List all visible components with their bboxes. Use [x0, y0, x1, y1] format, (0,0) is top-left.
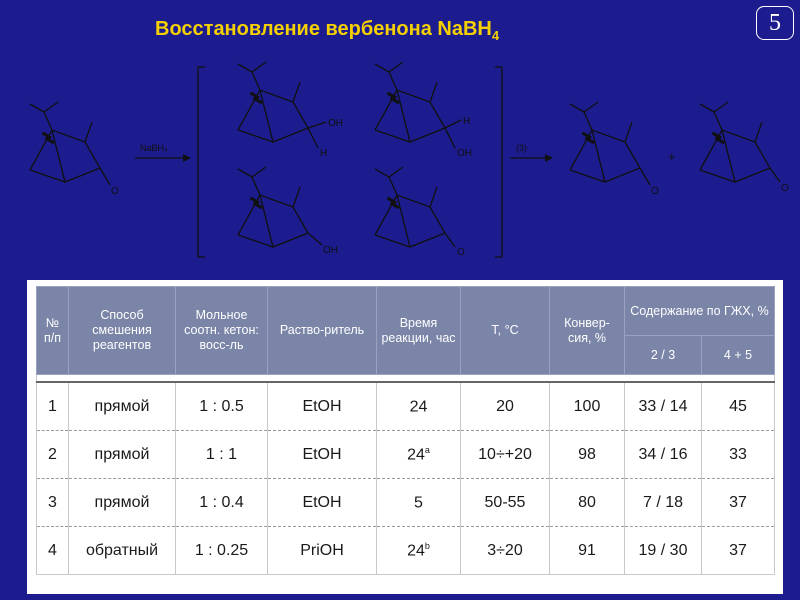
cell-solvent: EtOH	[268, 382, 377, 431]
cell-content-45: 37	[702, 479, 775, 527]
cell-num: 3	[37, 479, 69, 527]
cell-temperature: 20	[461, 382, 550, 431]
svg-text:OH: OH	[323, 245, 338, 256]
cell-ratio: 1 : 0.5	[176, 382, 268, 431]
header-num: № п/п	[37, 287, 69, 375]
slide-title: Восстановление вербенона NaBH$_4$	[155, 18, 500, 43]
cell-mixing: обратный	[69, 527, 176, 575]
cell-solvent: EtOH	[268, 431, 377, 479]
header-content-45: 4 + 5	[702, 336, 775, 375]
cell-temperature: 3÷20	[461, 527, 550, 575]
cell-num: 1	[37, 382, 69, 431]
svg-text:OH: OH	[328, 118, 343, 129]
svg-text:O: O	[781, 183, 789, 194]
header-solvent: Раство-ритель	[268, 287, 377, 375]
cell-conversion: 98	[550, 431, 625, 479]
alcohol-structure-1	[238, 62, 343, 159]
cell-conversion: 100	[550, 382, 625, 431]
results-table	[36, 286, 775, 575]
svg-text:O: O	[457, 247, 465, 258]
header-content: Содержание по ГЖХ, %	[625, 287, 775, 336]
header-content-23: 2 / 3	[625, 336, 702, 375]
verbenone-structure	[30, 102, 119, 197]
cell-num: 2	[37, 431, 69, 479]
header-mixing: Способ смешения реагентов	[69, 287, 176, 375]
header-ratio: Мольное соотн. кетон: восс-ль	[176, 287, 268, 375]
cell-mixing: прямой	[69, 382, 176, 431]
cell-mixing: прямой	[69, 479, 176, 527]
reagent-label: NaBH₄	[140, 143, 168, 153]
svg-text:O: O	[111, 186, 119, 197]
step-label: (3)	[516, 143, 527, 153]
alcohol-structure-3	[238, 167, 338, 256]
cell-content-45: 33	[702, 431, 775, 479]
svg-text:H: H	[320, 148, 328, 159]
table-row	[37, 527, 775, 575]
cell-content-45: 37	[702, 527, 775, 575]
cell-ratio: 1 : 0.25	[176, 527, 268, 575]
cell-content-45: 45	[702, 382, 775, 431]
cell-time: 5	[377, 479, 461, 527]
header-temperature: T, °C	[461, 287, 550, 375]
cell-ratio: 1 : 1	[176, 431, 268, 479]
table-row	[37, 431, 775, 479]
cell-content-23: 33 / 14	[625, 382, 702, 431]
plus-sign: +	[668, 149, 676, 164]
cell-conversion: 80	[550, 479, 625, 527]
cell-num: 4	[37, 527, 69, 575]
bracket-right	[495, 67, 502, 257]
svg-text:H: H	[463, 116, 471, 127]
ketone-structure	[375, 167, 465, 258]
product-structure-2	[700, 102, 789, 194]
cell-time: 24$^b$	[377, 527, 461, 575]
header-conversion: Конвер-сия, %	[550, 287, 625, 375]
table-row	[37, 382, 775, 431]
cell-temperature: 50-55	[461, 479, 550, 527]
slide-number: 5	[756, 6, 794, 40]
cell-mixing: прямой	[69, 431, 176, 479]
cell-content-23: 7 / 18	[625, 479, 702, 527]
cell-temperature: 10÷+20	[461, 431, 550, 479]
cell-solvent: EtOH	[268, 479, 377, 527]
results-table-panel	[27, 280, 783, 594]
svg-text:O: O	[651, 186, 659, 197]
alcohol-structure-2	[375, 62, 472, 159]
cell-content-23: 19 / 30	[625, 527, 702, 575]
cell-content-23: 34 / 16	[625, 431, 702, 479]
reaction-scheme	[0, 55, 800, 270]
cell-conversion: 91	[550, 527, 625, 575]
product-structure-1	[570, 102, 659, 197]
table-row	[37, 479, 775, 527]
cell-time: 24$^a$	[377, 431, 461, 479]
cell-time: 24	[377, 382, 461, 431]
cell-solvent: PriOH	[268, 527, 377, 575]
header-time: Время реакции, час	[377, 287, 461, 375]
svg-text:OH: OH	[457, 148, 472, 159]
cell-ratio: 1 : 0.4	[176, 479, 268, 527]
bracket-left	[198, 67, 205, 257]
